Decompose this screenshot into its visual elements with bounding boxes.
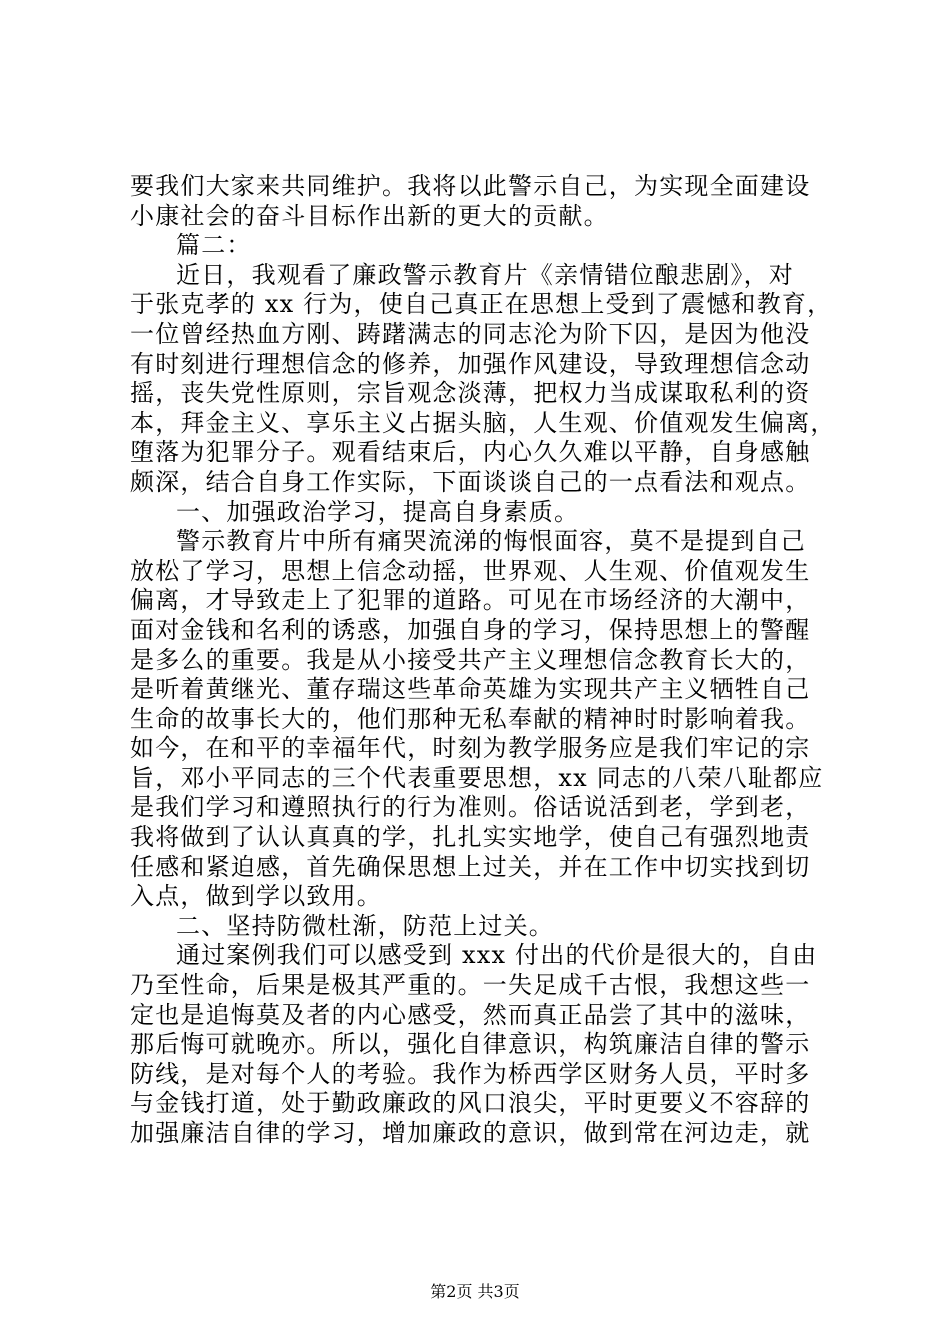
text-line: 二、坚持防微杜渐，防范上过关。 xyxy=(176,911,554,940)
text-line: 有时刻进行理想信念的修养，加强作风建设，导致理想信念动 xyxy=(130,349,811,378)
text-line: 堕落为犯罪分子。观看结束后，内心久久难以平静，自身感触 xyxy=(130,438,811,467)
text-line: 加强廉洁自律的学习，增加廉政的意识，做到常在河边走，就 xyxy=(130,1119,811,1147)
text-line: 小康社会的奋斗目标作出新的更大的贡献。 xyxy=(130,201,609,230)
text-line: 要我们大家来共同维护。我将以此警示自己，为实现全面建设 xyxy=(130,172,811,200)
text-line: 与金钱打道，处于勤政廉政的风口浪尖，平时更要义不容辞的 xyxy=(130,1089,811,1118)
text-line: 防线，是对每个人的考验。我作为桥西学区财务人员，平时多 xyxy=(130,1059,811,1088)
text-line: 是我们学习和遵照执行的行为准则。俗话说活到老，学到老， xyxy=(130,793,811,822)
text-line: 一位曾经热血方刚、踌躇满志的同志沦为阶下囚，是因为他没 xyxy=(130,319,811,348)
text-line: 通过案例我们可以感受到 xxx 付出的代价是很大的，自由 xyxy=(176,941,818,970)
text-line: 生命的故事长大的，他们那种无私奉献的精神时时影响着我。 xyxy=(130,704,811,733)
text-line: 那后悔可就晚亦。所以，强化自律意识，构筑廉洁自律的警示 xyxy=(130,1030,811,1059)
text-line: 面对金钱和名利的诱惑，加强自身的学习，保持思想上的警醒 xyxy=(130,615,811,644)
text-line: 颇深，结合自身工作实际，下面谈谈自己的一点看法和观点。 xyxy=(130,467,811,496)
text-line: 摇，丧失党性原则，宗旨观念淡薄，把权力当成谋取私利的资 xyxy=(130,379,811,408)
text-line: 我将做到了认认真真的学，扎扎实实地学，使自己有强烈地责 xyxy=(130,823,811,852)
text-line: 入点，做到学以致用。 xyxy=(130,882,382,911)
text-line: 是多么的重要。我是从小接受共产主义理想信念教育长大的， xyxy=(130,645,811,674)
text-line: 放松了学习，思想上信念动摇，世界观、人生观、价值观发生 xyxy=(130,556,811,585)
page-footer: 第2页 共3页 xyxy=(430,1282,520,1301)
text-line: 警示教育片中所有痛哭流涕的悔恨面容，莫不是提到自己 xyxy=(176,527,806,556)
text-line: 是听着黄继光、董存瑞这些革命英雄为实现共产主义牺牲自己 xyxy=(130,675,811,704)
text-line: 定也是追悔莫及者的内心感受，然而真正品尝了其中的滋味， xyxy=(130,1000,811,1029)
text-line: 任感和紧迫感，首先确保思想上过关，并在工作中切实找到切 xyxy=(130,852,811,881)
text-line: 如今，在和平的幸福年代，时刻为教学服务应是我们牢记的宗 xyxy=(130,734,811,763)
text-line: 旨，邓小平同志的三个代表重要思想，xx 同志的八荣八耻都应 xyxy=(130,763,824,792)
text-line: 偏离，才导致走上了犯罪的道路。可见在市场经济的大潮中， xyxy=(130,586,811,615)
text-line: 一、加强政治学习，提高自身素质。 xyxy=(176,497,580,526)
text-line: 近日，我观看了廉政警示教育片《亲情错位酿悲剧》，对 xyxy=(176,260,794,289)
text-line: 篇二： xyxy=(176,231,252,260)
document-body xyxy=(130,172,836,1149)
text-line: 本，拜金主义、享乐主义占据头脑，人生观、价值观发生偏离， xyxy=(130,408,836,437)
text-line: 于张克孝的 xx 行为，使自己真正在思想上受到了震憾和教育， xyxy=(130,290,833,319)
text-line: 乃至性命，后果是极其严重的。一失足成千古恨，我想这些一 xyxy=(130,971,811,1000)
